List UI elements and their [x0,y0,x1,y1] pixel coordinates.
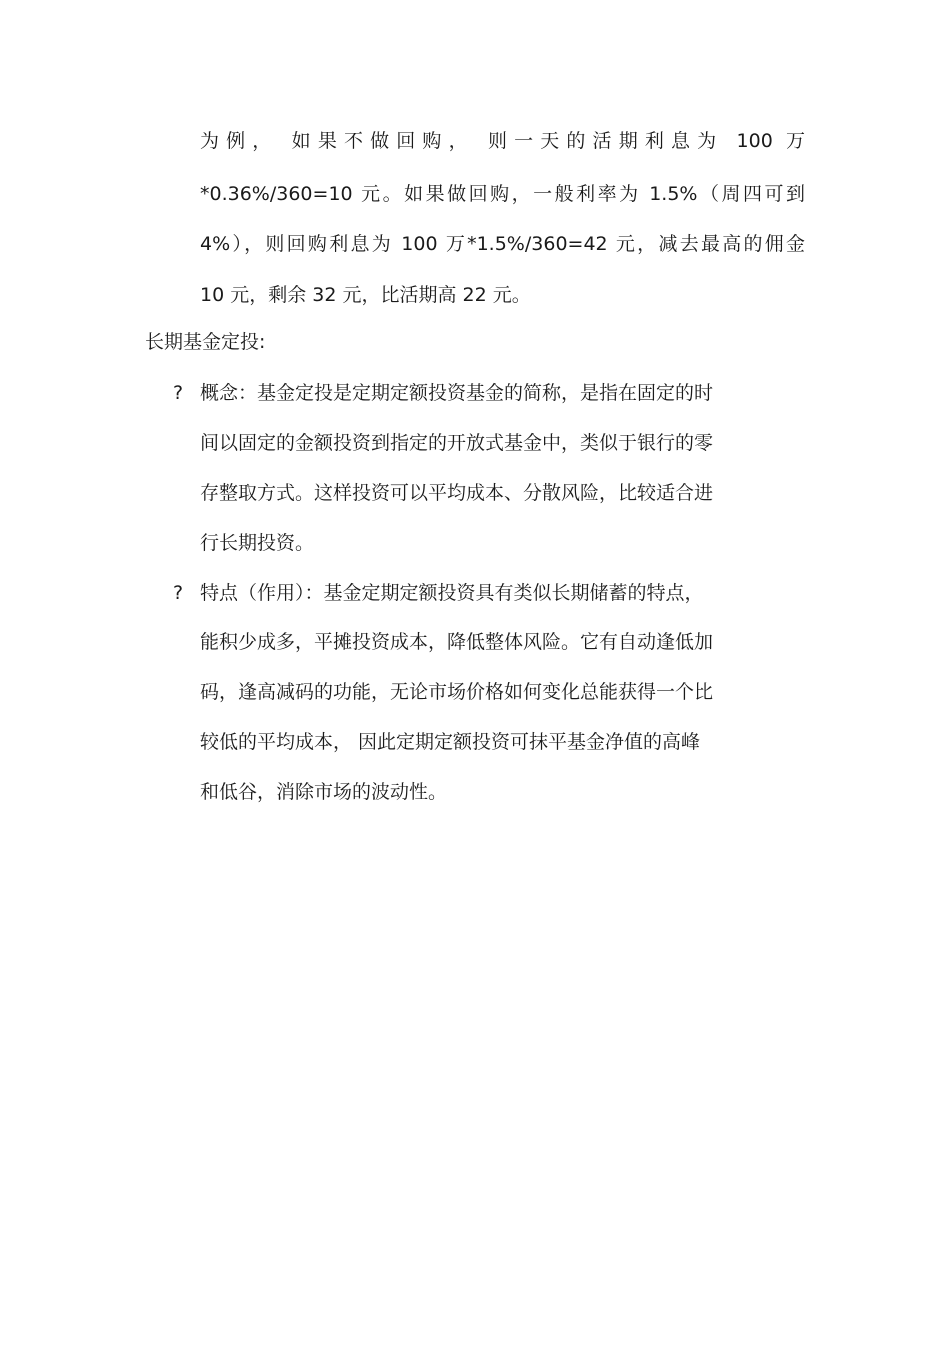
section-heading: 长期基金定投: [145,331,266,353]
bullet-line: 间以固定的金额投资到指定的开放式基金中，类似于银行的零 [200,432,714,454]
intro-line-4: 10 元，剩余 32 元，比活期高 22 元。 [200,284,531,306]
bullet-marker: ? [173,382,184,404]
bullet-line: 能积少成多，平摊投资成本，降低整体风险。它有自动逢低加 [200,631,714,653]
bullet-line: 和低谷，消除市场的波动性。 [200,781,448,803]
bullet-line: 较低的平均成本， 因此定期定额投资可抹平基金净值的高峰 [200,731,701,753]
bullet-marker: ? [173,582,184,604]
bullet-line: 码，逢高减码的功能，无论市场价格如何变化总能获得一个比 [200,681,714,703]
bullet-line: 概念：基金定投是定期定额投资基金的简称，是指在固定的时 [200,382,714,404]
bullet-line: 行长期投资。 [200,532,315,554]
intro-line-3: 4%），则回购利息为 100 万*1.5%/360=42 元，减去最高的佣金 [200,233,805,255]
bullet-line: 存整取方式。这样投资可以平均成本、分散风险，比较适合进 [200,482,714,504]
intro-line-1: 为例， 如果不做回购， 则一天的活期利息为 100 万 [200,130,805,152]
bullet-line: 特点（作用）：基金定期定额投资具有类似长期储蓄的特点， [200,582,704,604]
intro-line-2: *0.36%/360=10 元。如果做回购，一般利率为 1.5%（周四可到 [200,183,805,205]
